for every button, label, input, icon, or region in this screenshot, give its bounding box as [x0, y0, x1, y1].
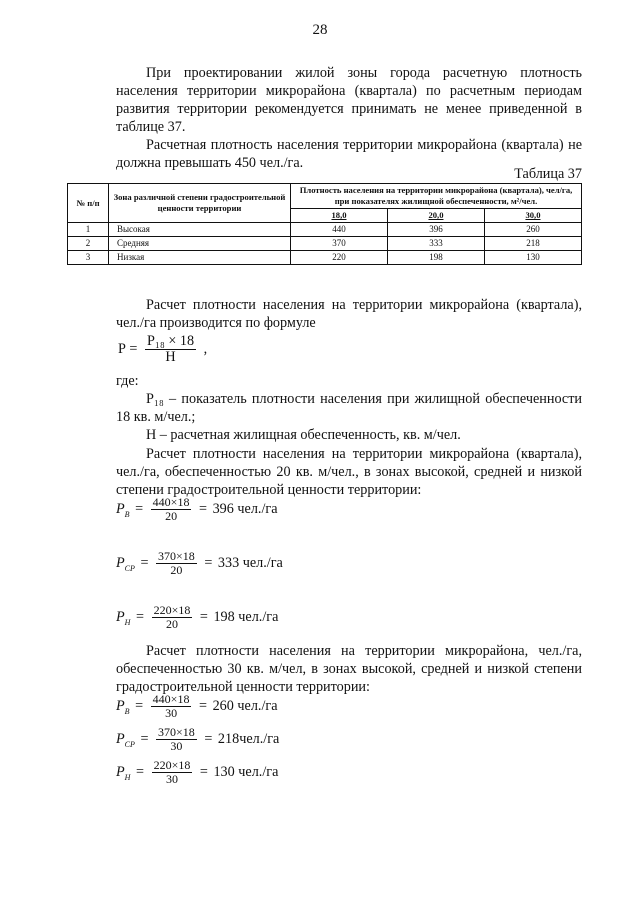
calc-symbol: Р: [116, 554, 125, 571]
row-value: 440: [291, 223, 388, 237]
header-density: Плотность населения на территории микрорайона (квартала), чел/га, при показателях жилищной обеспеченности, м²/чел.: [291, 184, 582, 209]
calc-symbol: Р: [116, 500, 125, 517]
calc-numerator: 370×18: [158, 725, 195, 739]
density-table: [67, 183, 582, 265]
calc-result: 396 чел./га: [212, 501, 278, 517]
calc20-medium: $Р_{СР}$ = $\frac{370\times 18}{20}$ = 333 чел./га: [116, 549, 283, 577]
calc-denominator: 20: [165, 509, 178, 523]
formula-tail: ,: [203, 341, 208, 357]
formula-denominator: Н: [165, 349, 176, 365]
calc-denominator: 30: [170, 739, 183, 753]
calc-symbol: Р: [116, 763, 125, 780]
row-num: 1: [68, 223, 109, 237]
header-sub-18: 18,0: [291, 209, 388, 223]
paragraph-calc30-intro: Расчет плотности населения на территории микрорайона, чел./га, обеспеченностью 30 кв. м/чел, в зонах высокой, средней и низкой степени градостроительной ценности территории:: [116, 643, 582, 695]
calc-numerator: 440×18: [152, 692, 190, 706]
row-zone: Низкая: [109, 251, 291, 265]
paragraph-formula-intro: Расчет плотности населения на территории микрорайона (квартала), чел./га производится по формуле: [116, 297, 582, 331]
calc-denominator: 20: [165, 617, 178, 631]
paragraph-intro: При проектировании жилой зоны города расчетную плотность населения территории микрорайона (квартала) по расчетным периодам развития территории рекомендуется принимать не менее приведенной в таблице 37.: [116, 65, 582, 135]
calc-symbol: Р: [116, 697, 125, 714]
row-value: 130: [484, 251, 581, 265]
header-sub-30: 30,0: [484, 209, 581, 223]
calc-symbol: Р: [116, 608, 125, 625]
calc-denominator: 20: [170, 563, 183, 577]
table-row: [68, 223, 582, 237]
calc-numerator: 440×18: [152, 495, 190, 509]
calc-subscript: Н: [124, 772, 131, 782]
table-row: [68, 251, 582, 265]
main-formula: [116, 334, 209, 368]
row-zone: Высокая: [109, 223, 291, 237]
calc20-high: $Р_В$ = $\frac{440\times 18}{20}$ = 396 чел./га: [116, 495, 278, 523]
calc-subscript: В: [124, 509, 130, 519]
row-value: 220: [291, 251, 388, 265]
row-num: 2: [68, 237, 109, 251]
header-num: № п/п: [68, 184, 109, 223]
calc-result: 198 чел./га: [213, 609, 279, 625]
paragraph-limit: Расчетная плотность населения территории микрорайона (квартала) не должна превышать 450 чел./га.: [116, 137, 582, 171]
table-row: [68, 237, 582, 251]
row-value: 333: [387, 237, 484, 251]
calc-result: 130 чел./га: [213, 764, 279, 780]
paragraph-calc20-intro: Расчет плотности населения на территории микрорайона (квартала), чел./га, обеспеченностью 20 кв. м/чел., в зонах высокой, средней и низкой степени градостроительной ценности территории:: [116, 446, 582, 498]
row-zone: Средняя: [109, 237, 291, 251]
calc-denominator: 30: [165, 772, 178, 786]
definition-h: Н – расчетная жилищная обеспеченность, кв. м/чел.: [146, 427, 461, 443]
header-zone: Зона различной степени градостроительной ценности территории: [109, 184, 291, 223]
row-value: 396: [387, 223, 484, 237]
calc30-low: $Р_Н$ = $\frac{220\times 18}{30}$ = 130 чел./га: [116, 758, 279, 786]
calc-numerator: 220×18: [153, 758, 191, 772]
where-label: где:: [116, 373, 139, 389]
calc-subscript: СР: [124, 563, 135, 573]
header-sub-20: 20,0: [387, 209, 484, 223]
definition-p18: Р₁₈ – показатель плотности населения при жилищной обеспеченности 18 кв. м/чел.;: [116, 391, 582, 425]
row-num: 3: [68, 251, 109, 265]
row-value: 198: [387, 251, 484, 265]
row-value: 260: [484, 223, 581, 237]
formula-numerator: Р₁₈ × 18: [147, 333, 195, 349]
calc-numerator: 370×18: [158, 549, 195, 563]
calc30-medium: $Р_{СР}$ = $\frac{370\times 18}{30}$ = 218чел./га: [116, 725, 280, 753]
page-number: 28: [312, 22, 328, 38]
row-value: 218: [484, 237, 581, 251]
row-value: 370: [291, 237, 388, 251]
calc-symbol: Р: [116, 730, 125, 747]
calc-numerator: 220×18: [153, 603, 191, 617]
calc30-high: $Р_В$ = $\frac{440\times 18}{30}$ = 260 чел./га: [116, 692, 278, 720]
calc20-low: $Р_Н$ = $\frac{220\times 18}{20}$ = 198 чел./га: [116, 603, 279, 631]
calc-subscript: В: [124, 706, 130, 716]
calc-result: 260 чел./га: [212, 698, 278, 714]
calc-result: 333 чел./га: [217, 555, 283, 571]
formula-lhs: Р =: [118, 341, 138, 357]
calc-result: 218чел./га: [217, 731, 280, 747]
calc-denominator: 30: [165, 706, 178, 720]
calc-subscript: Н: [124, 617, 131, 627]
table-caption: Таблица 37: [514, 166, 582, 182]
calc-subscript: СР: [124, 739, 135, 749]
